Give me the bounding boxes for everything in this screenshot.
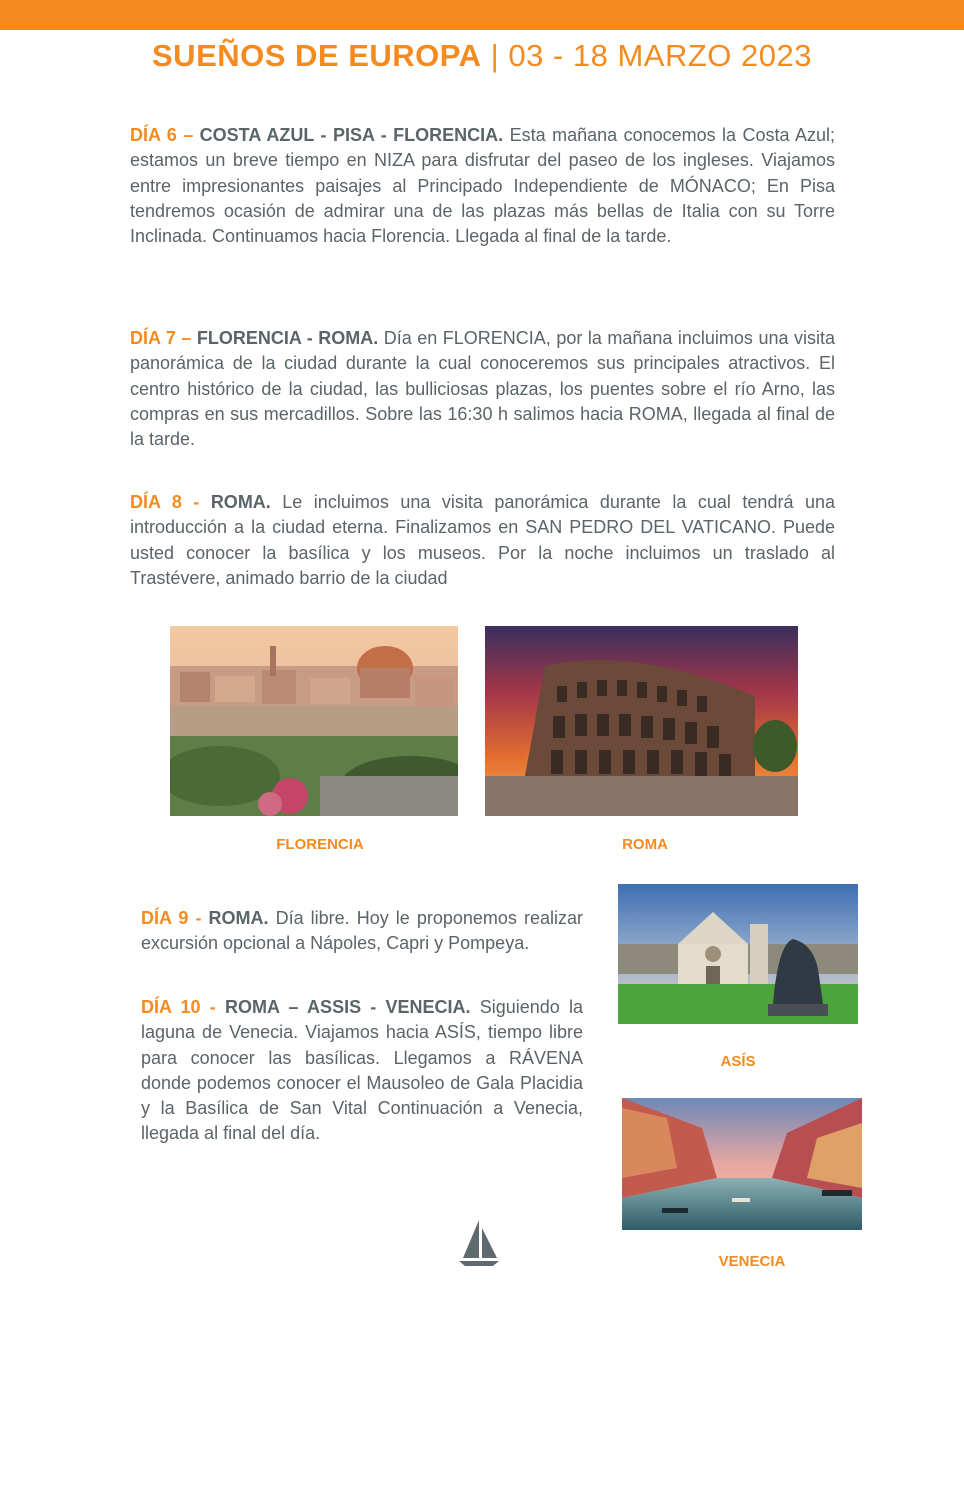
day-6-label: DÍA 6 –: [130, 125, 194, 145]
day-8-label: DÍA 8 -: [130, 492, 200, 512]
title-main: SUEÑOS DE EUROPA: [152, 38, 482, 73]
day-10-paragraph: [141, 995, 583, 1147]
day-9-places: ROMA.: [208, 908, 269, 928]
day-9-text: Día libre. Hoy le proponemos realizar excursión opcional a Nápoles, Capri y Pompeya.: [141, 908, 583, 954]
title-dates: 03 - 18 MARZO 2023: [508, 38, 812, 73]
asis-photo: [618, 884, 858, 1024]
day-6-places: COSTA AZUL - PISA - FLORENCIA.: [199, 125, 504, 145]
day-10-label: DÍA 10 -: [141, 997, 216, 1017]
top-orange-bar: [0, 0, 964, 30]
day-10-places: ROMA – ASSIS - VENECIA.: [224, 997, 471, 1017]
day-7-paragraph: [130, 326, 835, 452]
day-10-text: Siguiendo la laguna de Venecia. Viajamos hacia ASÍS, tiempo libre para conocer las basílicas. Llegamos a RÁVENA donde podemos conocer el Mausoleo de Gala Placidia y la Basílica de San Vital Continuación a Venecia, llegada al final del día.: [141, 997, 583, 1144]
day-6-paragraph: [130, 123, 835, 249]
day-8-places: ROMA.: [210, 492, 271, 512]
florencia-caption: FLORENCIA: [276, 836, 364, 853]
venecia-photo: [622, 1098, 862, 1230]
day-8-paragraph: [130, 490, 835, 591]
venecia-caption: VENECIA: [718, 1253, 786, 1270]
day-8-text: Le incluimos una visita panorámica durante la cual tendrá una introducción a la ciudad eterna. Finalizamos en SAN PEDRO DEL VATICANO. Puede usted conocer la basílica y los museos. Por la noche incluimos un traslado al Trastévere, animado barrio de la ciudad: [130, 492, 835, 588]
florencia-photo: [170, 626, 458, 816]
day-7-text: Día en FLORENCIA, por la mañana incluimos una visita panorámica de la ciudad durante la cual conoceremos sus principales atractivos. El centro histórico de la ciudad, las bulliciosas plazas, los puentes sobre el río Arno, las compras en sus mercadillos. Sobre las 16:30 h salimos hacia ROMA, llegada al final de la tarde.: [130, 328, 835, 450]
day-7-places: FLORENCIA - ROMA.: [196, 328, 379, 348]
sailboat-icon: [455, 1218, 503, 1268]
day-9-paragraph: [141, 906, 583, 957]
title-separator: |: [490, 38, 500, 73]
day-9-label: DÍA 9 -: [141, 908, 202, 928]
asis-caption: ASÍS: [720, 1053, 756, 1070]
day-7-label: DÍA 7 –: [130, 328, 192, 348]
day-6-text: Esta mañana conocemos la Costa Azul; estamos un breve tiempo en NIZA para disfrutar del paseo de los ingleses. Viajamos entre impresionantes paisajes al Principado Independiente de MÓNACO; En Pisa tendremos ocasión de admirar una de las plazas más bellas de Italia con su Torre Inclinada. Continuamos hacia Florencia. Llegada al final de la tarde.: [130, 125, 835, 247]
page-title: [0, 38, 964, 74]
roma-caption: ROMA: [622, 836, 668, 853]
roma-photo: [485, 626, 798, 816]
